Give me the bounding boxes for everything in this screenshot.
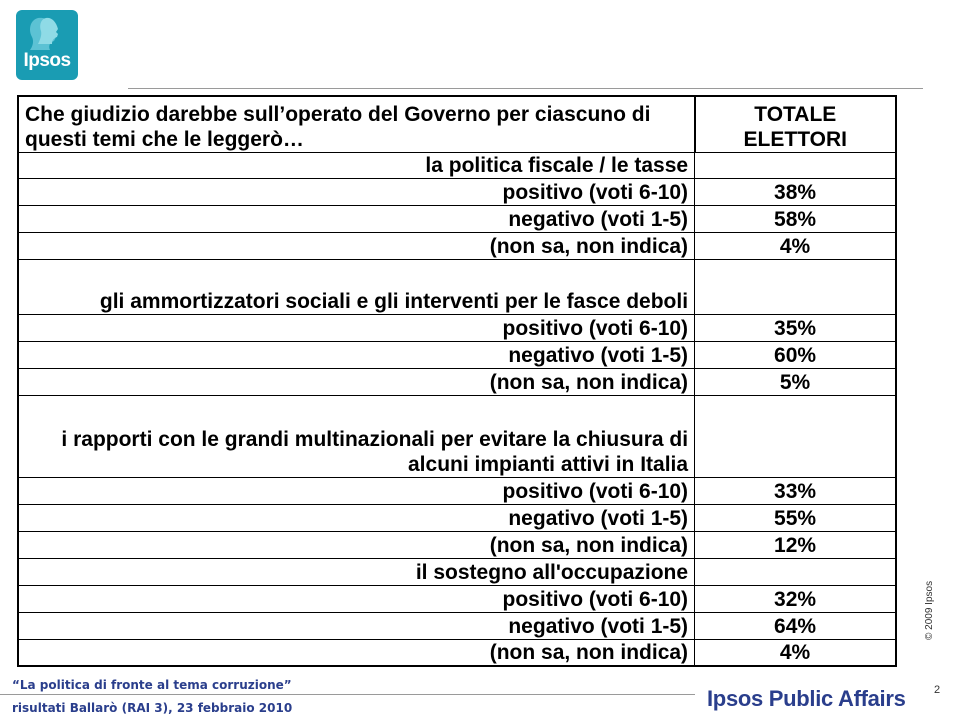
table-row xyxy=(18,368,896,395)
answer-label: negativo (voti 1-5) xyxy=(18,341,695,368)
table-row xyxy=(18,639,896,666)
logo-text: Ipsos xyxy=(23,50,71,71)
percent-value xyxy=(695,558,896,585)
answer-label: (non sa, non indica) xyxy=(18,368,695,395)
table-row xyxy=(18,178,896,205)
answer-label: positivo (voti 6-10) xyxy=(18,477,695,504)
table-row xyxy=(18,612,896,639)
percent-value: 38% xyxy=(695,178,896,205)
brand-name: Ipsos Public Affairs xyxy=(707,686,906,711)
answer-label: (non sa, non indica) xyxy=(18,531,695,558)
section-row xyxy=(18,152,896,178)
footer-subtitle: risultati Ballarò (RAI 3), 23 febbraio 2010 xyxy=(12,701,293,715)
column-header: TOTALE ELETTORI xyxy=(695,96,896,152)
top-divider xyxy=(128,88,923,89)
percent-value: 35% xyxy=(695,314,896,341)
percent-value: 4% xyxy=(695,232,896,259)
section-label: gli ammortizzatori sociali e gli interventi per le fasce deboli xyxy=(18,259,695,314)
table-row xyxy=(18,232,896,259)
percent-value: 60% xyxy=(695,341,896,368)
section-row xyxy=(18,395,896,477)
percent-value: 58% xyxy=(695,205,896,232)
table-row xyxy=(18,531,896,558)
answer-label: (non sa, non indica) xyxy=(18,232,695,259)
percent-value: 33% xyxy=(695,477,896,504)
answer-label: positivo (voti 6-10) xyxy=(18,585,695,612)
footer-divider xyxy=(0,694,695,695)
table-row xyxy=(18,314,896,341)
answer-label: negativo (voti 1-5) xyxy=(18,205,695,232)
answer-label: positivo (voti 6-10) xyxy=(18,314,695,341)
section-label: il sostegno all'occupazione xyxy=(18,558,695,585)
percent-value: 4% xyxy=(695,639,896,666)
percent-value xyxy=(695,259,896,314)
copyright-note: © 2009 Ipsos xyxy=(924,580,935,640)
table-header-row xyxy=(18,96,896,152)
answer-label: (non sa, non indica) xyxy=(18,639,695,666)
percent-value: 32% xyxy=(695,585,896,612)
table-row xyxy=(18,504,896,531)
percent-value: 5% xyxy=(695,368,896,395)
section-label: la politica fiscale / le tasse xyxy=(18,152,695,178)
table-row xyxy=(18,477,896,504)
footer-title: “La politica di fronte al tema corruzione” xyxy=(12,678,292,692)
percent-value: 64% xyxy=(695,612,896,639)
answer-label: positivo (voti 6-10) xyxy=(18,178,695,205)
ipsos-logo xyxy=(16,10,78,80)
percent-value xyxy=(695,395,896,477)
question-header: Che giudizio darebbe sull’operato del Governo per ciascuno di questi temi che le leggerò… xyxy=(18,96,695,152)
table-row xyxy=(18,341,896,368)
answer-label: negativo (voti 1-5) xyxy=(18,504,695,531)
percent-value: 12% xyxy=(695,531,896,558)
results-table xyxy=(17,95,897,667)
section-row xyxy=(18,259,896,314)
percent-value xyxy=(695,152,896,178)
percent-value: 55% xyxy=(695,504,896,531)
section-label: i rapporti con le grandi multinazionali per evitare la chiusura di alcuni impianti attivi in Italia xyxy=(18,395,695,477)
page-number: 2 xyxy=(934,684,941,696)
answer-label: negativo (voti 1-5) xyxy=(18,612,695,639)
section-row xyxy=(18,558,896,585)
table-row xyxy=(18,205,896,232)
table-row xyxy=(18,585,896,612)
